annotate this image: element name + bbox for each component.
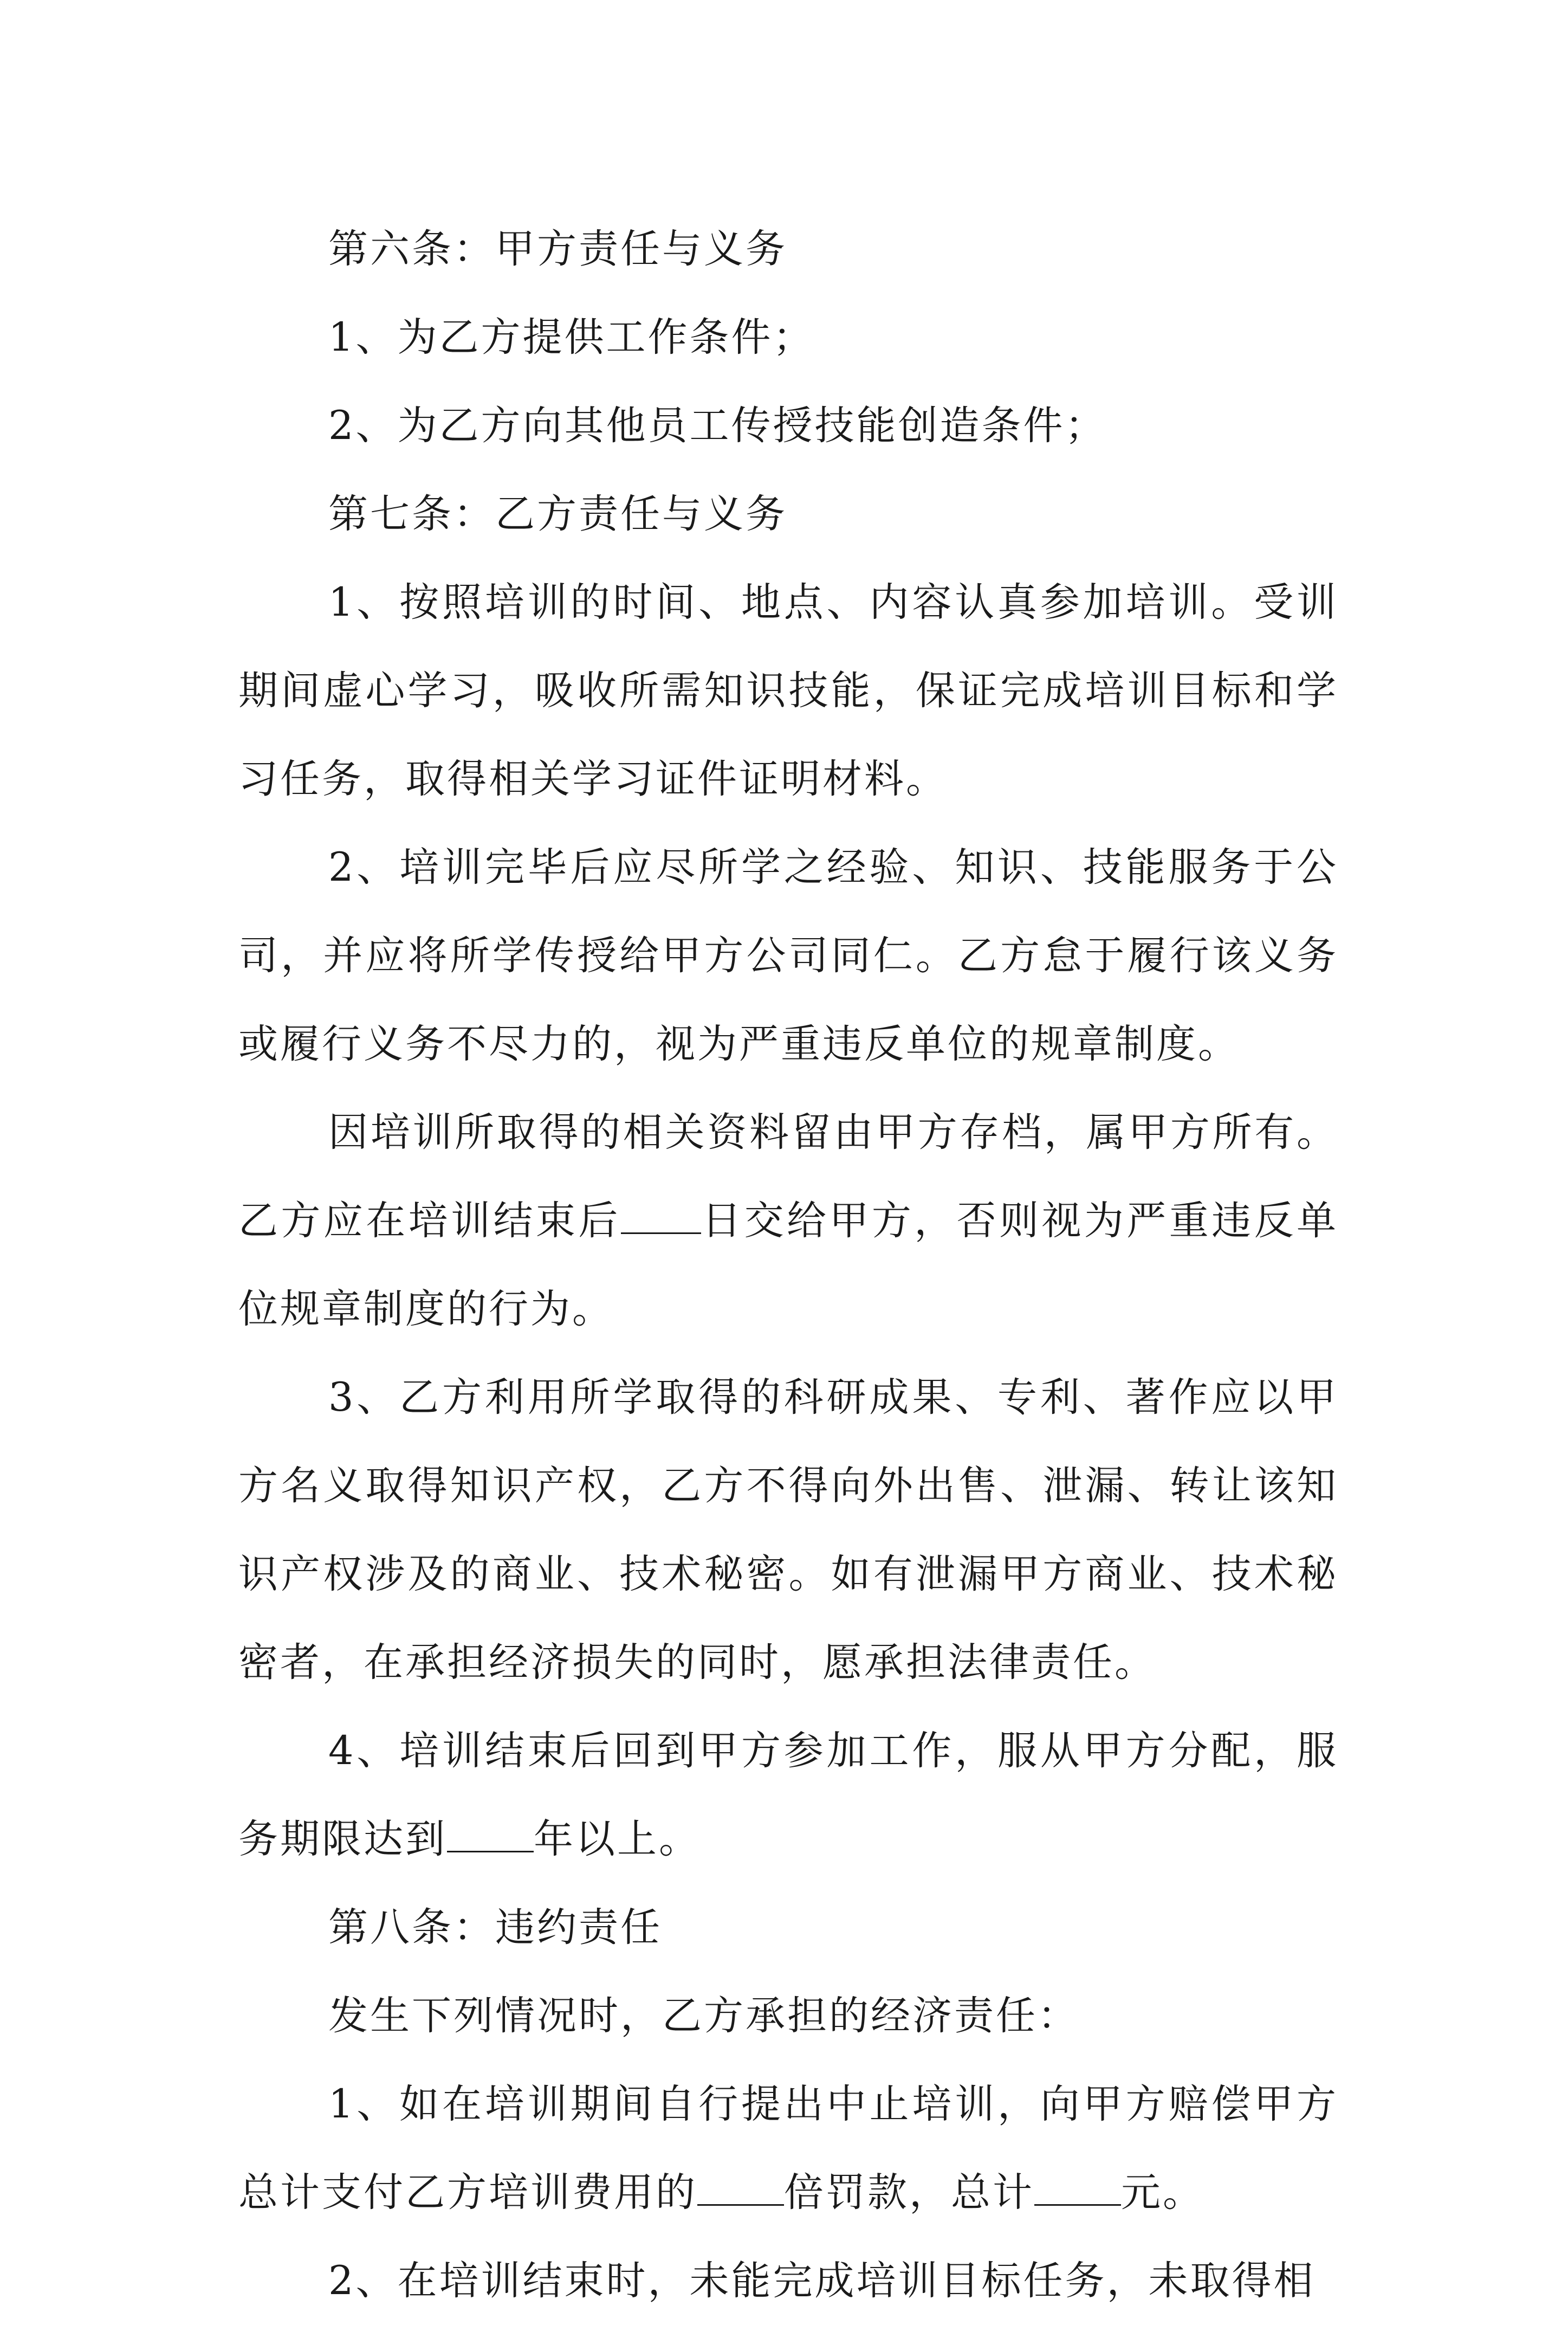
paragraph-text: 2、为乙方向其他员工传授技能创造条件； — [328, 403, 1107, 449]
paragraph-p7 — [238, 1088, 1338, 1353]
paragraph-text: 第七条：乙方责任与义务 — [328, 491, 787, 537]
paragraph-p8 — [238, 1353, 1338, 1707]
paragraph-text: 元。 — [1121, 2169, 1204, 2216]
paragraph-text: 年以上。 — [534, 1816, 701, 1862]
paragraph-p12 — [238, 2060, 1338, 2237]
paragraph-text: 2、培训完毕后应尽所学之经验、知识、技能服务于公司，并应将所学传授给甲方公司同仁。乙方怠于履行该义务或履行义务不尽力的，视为严重违反单位的规章制度。 — [238, 844, 1338, 1067]
paragraph-text: 2、在培训结束时，未能完成培训目标任务，未取得相 — [328, 2258, 1316, 2304]
paragraph-text: 第六条：甲方责任与义务 — [328, 226, 787, 272]
paragraph-p11 — [238, 1972, 1338, 2060]
paragraph-p10 — [238, 1883, 1338, 1972]
paragraph-text: 因培训所取得的相关资料留由甲方存档，属甲方所有。乙方应在培训结束后 — [238, 1109, 1338, 1244]
paragraph-p9 — [238, 1707, 1338, 1883]
paragraph-text: 1、如在培训期间自行提出中止培训，向甲方赔偿甲方总计支付乙方培训费用的 — [238, 2081, 1338, 2216]
paragraph-text: 倍罚款，总计 — [784, 2169, 1034, 2216]
document-body — [238, 205, 1338, 2325]
paragraph-p1 — [238, 205, 1338, 293]
paragraph-text: 1、按照培训的时间、地点、内容认真参加培训。受训期间虚心学习，吸收所需知识技能，保证完成培训目标和学习任务，取得相关学习证件证明材料。 — [238, 579, 1338, 802]
paragraph-p4 — [238, 470, 1338, 558]
paragraph-text: 第八条：违约责任 — [328, 1904, 662, 1951]
paragraph-p5 — [238, 558, 1338, 823]
fill-in-blank — [1034, 2166, 1121, 2206]
paragraph-text: 3、乙方利用所学取得的科研成果、专利、著作应以甲方名义取得知识产权，乙方不得向外出售、泄漏、转让该知识产权涉及的商业、技术秘密。如有泄漏甲方商业、技术秘密者，在承担经济损失的同时，愿承担法律责任。 — [238, 1374, 1338, 1685]
paragraph-p3 — [238, 382, 1338, 470]
paragraph-p6 — [238, 823, 1338, 1088]
fill-in-blank — [447, 1813, 534, 1852]
paragraph-p2 — [238, 293, 1338, 382]
paragraph-text: 日交给甲方，否则视为严重违反单位规章制度的行为。 — [238, 1198, 1338, 1332]
fill-in-blank — [697, 2166, 784, 2206]
paragraph-text: 发生下列情况时，乙方承担的经济责任： — [328, 1993, 1079, 2039]
paragraph-p13 — [238, 2237, 1338, 2325]
paragraph-text: 4、培训结束后回到甲方参加工作，服从甲方分配，服务期限达到 — [238, 1728, 1338, 1862]
fill-in-blank — [621, 1194, 701, 1234]
paragraph-text: 1、为乙方提供工作条件； — [328, 314, 815, 360]
